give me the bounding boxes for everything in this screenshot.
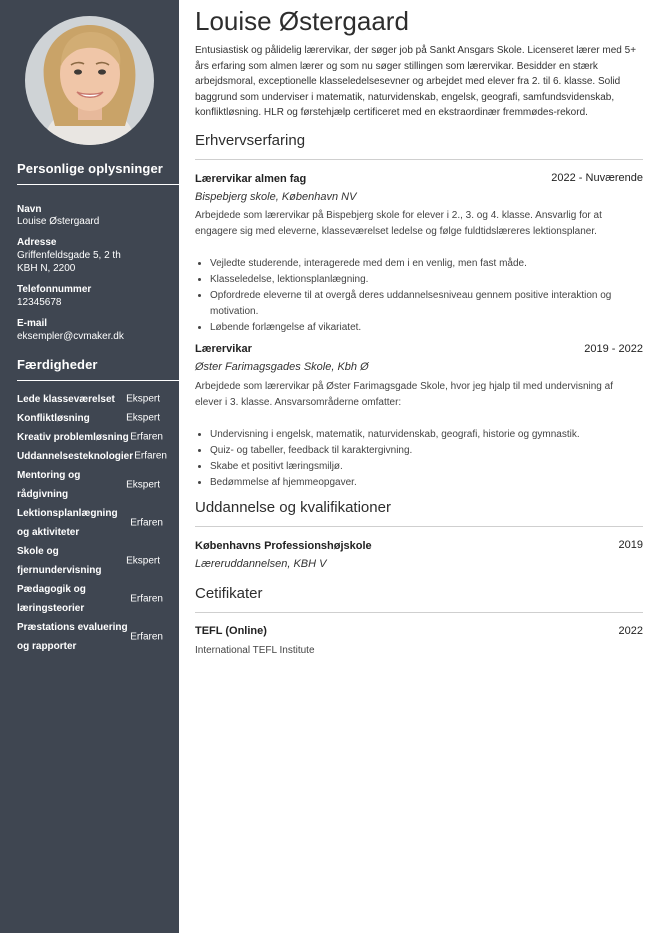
name-value: Louise Østergaard [17,216,100,227]
skill-name: Konfliktløsning [17,413,90,424]
list-item: • Klasseledelse, lektionsplanlægning. [210,272,642,288]
experience-heading: Erhvervserfaring [195,132,306,149]
section-divider [195,526,643,527]
list-item: • Opfordrede eleverne til at overgå deres uddannelsesniveau gennem positive interaktion og motivation. [210,288,642,320]
job-description: Arbejdede som lærervikar på Bispebjerg skole for elever i 2., 3. og 4. klasse. Ansvarlig for at engagere sig med eleverne, klasseværelset ledelse og følge fuldtidslæreres lektionsplaner. [195,210,602,237]
skill-name: Mentoring og rådgivning [17,470,81,500]
skill-item [17,466,167,504]
certificates-heading: Cetifikater [195,585,263,602]
job-title: Lærervikar almen fag [195,173,307,185]
skill-level: Erfaren [130,431,163,443]
section-divider [195,159,643,160]
job-dates: 2019 - 2022 [584,343,643,355]
skill-name: Pædagogik og læringsteorier [17,584,86,614]
skill-level: Erfaren [134,450,167,462]
certificate-title: TEFL (Online) [195,625,267,637]
candidate-name: Louise Østergaard [195,6,409,36]
skill-name: Lektionsplanlægning og aktiviteter [17,508,118,538]
section-divider [17,184,179,185]
section-divider [195,612,643,613]
job-bullet-list [195,427,642,491]
list-item: • Undervisning i engelsk, matematik, naturvidenskab, geografi, historie og gymnastik. [210,427,642,443]
job-dates: 2022 - Nuværende [551,172,643,184]
education-degree: Læreruddannelsen, KBH V [195,558,327,570]
main-content [195,0,643,933]
skill-level: Erfaren [130,631,163,643]
profile-photo [25,16,154,145]
phone-value: 12345678 [17,297,62,308]
education-year: 2019 [618,539,643,551]
list-item: • Bedømmelse af hjemmeopgaver. [210,475,642,491]
skill-item [17,390,167,408]
address-line-1: Griffenfeldsgade 5, 2 th [17,250,121,261]
name-label: Navn [17,204,42,215]
job-description: Arbejdede som lærervikar på Øster Farimagsgade Skole, hvor jeg hjalp til med undervisning af elever i 3. klasse. Ansvarsområderne omfatter: [195,381,613,408]
email-value: eksempler@cvmaker.dk [17,331,124,342]
skill-item [17,618,167,656]
skill-item [17,409,167,427]
job-company: Øster Farimagsgades Skole, Kbh Ø [195,361,369,373]
skills-heading: Færdigheder [17,357,98,372]
list-item: • Vejledte studerende, interagerede med dem i en venlig, men fast måde. [210,256,642,272]
section-divider [17,380,179,381]
skill-item [17,428,167,446]
skill-name: Uddannelsesteknologier [17,451,134,462]
skill-name: Præstations evaluering og rapporter [17,622,128,652]
certificate-year: 2022 [618,625,643,637]
job-title: Lærervikar [195,343,252,355]
skill-level: Erfaren [130,517,163,529]
skill-name: Skole og fjernundervisning [17,546,102,576]
education-school: Københavns Professionshøjskole [195,540,372,552]
skill-item [17,580,167,618]
skill-name: Kreativ problemløsning [17,432,129,443]
certificate-issuer: International TEFL Institute [195,645,315,656]
personal-info-heading: Personlige oplysninger [17,161,163,176]
address-label: Adresse [17,237,57,248]
list-item: • Skabe et positivt læringsmiljø. [210,459,642,475]
skill-level: Ekspert [126,393,160,405]
skill-item [17,504,167,542]
address-line-2: KBH N, 2200 [17,263,76,274]
skill-item [17,447,167,465]
skill-name: Lede klasseværelset [17,394,115,405]
list-item: • Quiz- og tabeller, feedback til karaktergivning. [210,443,642,459]
skill-level: Ekspert [126,412,160,424]
job-company: Bispebjerg skole, København NV [195,191,357,203]
skill-level: Ekspert [126,479,160,491]
list-item: • Løbende forlængelse af vikariatet. [210,320,642,336]
skill-item [17,542,167,580]
email-label: E-mail [17,318,48,329]
skill-level: Erfaren [130,593,163,605]
education-heading: Uddannelse og kvalifikationer [195,499,391,516]
phone-label: Telefonnummer [17,284,92,295]
job-bullet-list [195,256,642,336]
sidebar [0,0,179,933]
skill-level: Ekspert [126,555,160,567]
profile-summary: Entusiastisk og pålidelig lærervikar, der søger job på Sankt Ansgars Skole. Licenseret lærer med 5+ års erfaring som almen lærer og som nu søger stillingen som lærervikar. Besidder en stærk arbejdsmoral, exceptionelle klasseledelsesevner og arbejdet med elever fra 2. til 6. klasse. Solid baggrund som underviser i matematik, naturvidenskab, engelsk, geografi, samfundsvidenskab, konfliktløsning. HLR og førstehjælp certificeret med en ekstraordinær fremmødes-rekord. [195,45,637,118]
